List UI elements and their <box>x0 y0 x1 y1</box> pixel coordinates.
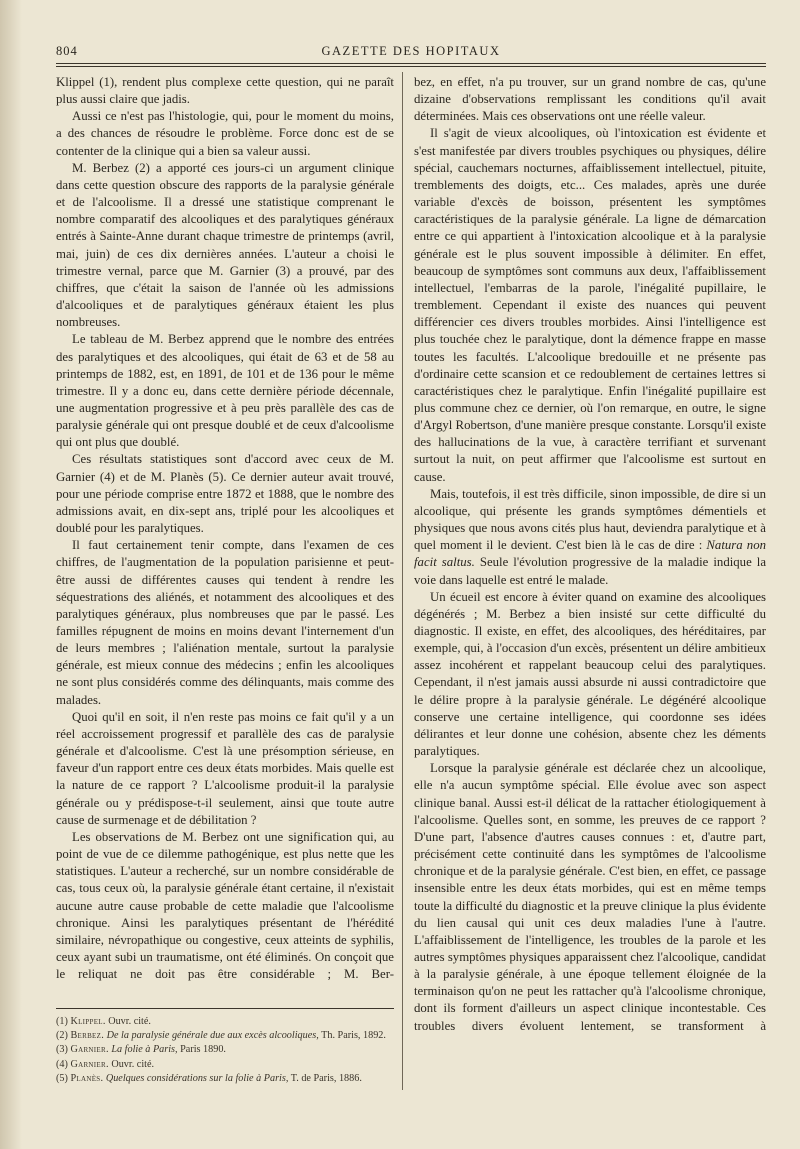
page-number: 804 <box>56 44 78 58</box>
footnote-number: (3) <box>56 1044 68 1056</box>
footnotes <box>56 1015 394 1086</box>
footnote-author: Planès. <box>70 1072 104 1084</box>
footnote-author: Garnier. <box>70 1044 109 1056</box>
footnote-detail: Th. Paris, 1892. <box>321 1030 386 1042</box>
footnote-title: La folie à Paris, <box>111 1044 178 1056</box>
right-column <box>414 74 766 1035</box>
paragraph: Le tableau de M. Berbez apprend que le nombre des entrées des paralytiques et des alcooliques, qui était de 63 et de 58 au printemps de 1882, est, en 1891, de 101 et de 136 pour le même trimestre. Il y a donc eu, dans cette dernière période décennale, une augmentation progressive et à peu près parallèle des cas de paralysie générale qui ont presque doublé et de ceux d'alcoolisme qui ont plus que doublé. <box>56 332 394 450</box>
latin-quote: Natura non facit saltus. <box>414 538 766 570</box>
footnote-number: (1) <box>56 1016 68 1027</box>
paragraph: Lorsque la paralysie générale est déclarée chez un alcoolique, elle n'a aucun symptôme spécial. Elle évolue avec son aspect clinique banal. Aussi est-il délicat de la rattacher étiologiquement à l'alcoolisme. Quelles sont, en somme, les preuves de ce rapport ? D'une part, l'absence d'autres causes connues : et, d'autre part, précisément cette continuité dans les symptômes de l'alcoolisme chronique et de la paralysie générale. C'est bien, en effet, ce passage insensible entre les deux états morbides, qui est en même temps toute la difficulté du diagnostic et la preuve clinique la plus évidente du lien causal qui unit ces deux maladies l'une à l'autre. L'affaiblissement de l'intelligence, les troubles de la parole et les autres symptômes physiques apparaissent chez l'alcoolique, candidat à la paralysie générale, à une époque tellement éloignée de la terminaison qu'on ne peut les rattacher qu'à l'alcoolisme chronique, dont ils forment d'ailleurs un aspect clinique incontestable. Ces troubles divers évoluent lentement, se transforment à <box>414 761 766 1033</box>
footnote-title: De la paralysie générale due aux excès alcooliques, <box>106 1030 319 1042</box>
paragraph: Aussi ce n'est pas l'histologie, qui, pour le moment du moins, a des chances de résoudre le problème. Force donc est de se contenter de la clinique qui a bien sa valeur aussi. <box>56 109 394 158</box>
header-rule-bottom <box>56 66 766 67</box>
paragraph: Ces résultats statistiques sont d'accord avec ceux de M. Garnier (4) et de M. Planès (5). Ce dernier auteur avait trouvé, pour une période comprise entre 1872 et 1888, que le nombre des admissions avait, en dix-sept ans, triplé pour les alcooliques et doublé pour les paralytiques. <box>56 452 394 536</box>
paragraph: Klippel (1), rendent plus complexe cette question, qui ne paraît plus aussi claire que jadis. <box>56 75 394 107</box>
paragraph: Un écueil est encore à éviter quand on examine des alcooliques dégénérés ; M. Berbez a bien insisté sur cette difficulté du diagnostic. Il existe, en effet, des alcooliques, des héréditaires, par exemple, qui, à l'occasion d'un excès, présentent un délire ambitieux assez incohérent et rappelant beaucoup celui des paralytiques. Cependant, il n'est jamais aussi absurde ni aussi contradictoire que le délire propre à la paralysie générale. Le dégénéré alcoolique conserve une certaine intelligence, qui coordonne ses idées délirantes et leur donne une cohésion, absente chez les déments paralytiques. <box>414 589 766 759</box>
paragraph: bez, en effet, n'a pu trouver, sur un grand nombre de cas, qu'une dizaine d'observations remplissant les conditions qu'il avait déterminées. Mais ces observations ont une réelle valeur. <box>414 75 766 124</box>
footnote <box>56 1029 394 1043</box>
footnote-author: Berbez. <box>70 1030 105 1042</box>
footnote-title: Quelques considérations sur la folie à Paris, <box>105 1072 289 1084</box>
footnote-author: Garnier. <box>70 1058 109 1070</box>
paragraph: Les observations de M. Berbez ont une signification qui, au point de vue de ce dilemme pathogénique, est plus nette que les statistiques. L'auteur a recherché, sur un nombre considérable de cas, tous ceux où, la paralysie générale étant certaine, il n'existait aucune autre cause probable de cette maladie que l'alcoolisme chronique. Ainsi les paralytiques présentant de l'hérédité similaire, névropathique ou congestive, ceux atteints de syphilis, ceux ayant subi un traumatisme, ont été éliminés. On conçoit que le reliquat ne doit pas être considérable ; M. Ber- <box>56 829 394 982</box>
footnote-separator <box>56 1008 394 1009</box>
footnote-detail: Paris 1890. <box>180 1044 226 1056</box>
column-divider <box>402 72 403 1090</box>
footnote-number: (2) <box>56 1030 68 1042</box>
running-title: GAZETTE DES HOPITAUX <box>321 44 501 58</box>
footnote-detail: T. de Paris, 1886. <box>290 1072 362 1084</box>
paragraph-text: Seule l'évolution progressive de la maladie indique la voie dans laquelle est entré le malade. <box>414 555 766 587</box>
footnote-number: (5) <box>56 1072 68 1084</box>
page-header <box>56 40 766 62</box>
footnote-detail: Ouvr. cité. <box>111 1058 155 1070</box>
paragraph: Il s'agit de vieux alcooliques, où l'intoxication est évidente et s'est manifestée par divers troubles psychiques ou physiques, délire spécial, cauchemars nocturnes, affaiblissement intellectuel, pituite, tremblements des doigts, etc... Ces malades, après une durée variable d'excès de boisson, présentent les symptômes caractéristiques de la paralysie générale. La ligne de démarcation entre ce qui appartient à l'intoxication alcoolique et à la paralysie générale est le plus souvent impossible à délimiter. En effet, beaucoup de symptômes sont communs aux deux, l'affaiblissement intellectuel, l'embarras de la parole, l'inégalité pupillaire, le tremblement. Cependant il existe des nuances qui peuvent différencier ces divers troubles morbides. Ainsi l'intelligence est plus touchée chez le paralytique, dont la démence frappe en masse toutes les facultés. L'alcoolique bredouille et ne présente pas d'ordinaire cette scansion et ce redoublement de certaines lettres si caractéristiques chez le paralytique. Enfin l'inégalité pupillaire est plus commune chez ce dernier, où l'on remarque, en outre, le signe d'Argyl Robertson, d'une manière presque constante. Lorsqu'il existe des hallucinations de la vue, à caractère terrifiant et survenant surtout la nuit, on peut affirmer que l'alcoolisme est surtout en cause. <box>414 126 766 484</box>
footnote-detail: Ouvr. cité. <box>108 1016 151 1027</box>
page-binding-shadow <box>0 0 22 1149</box>
left-column <box>56 74 394 983</box>
footnote <box>56 1072 394 1086</box>
paragraph: M. Berbez (2) a apporté ces jours-ci un argument clinique dans cette question obscure des rapports de la paralysie générale et de l'alcoolisme. Il a dressé une statistique comprenant le nombre comparatif des alcooliques et des paralytiques généraux entrés à Sainte-Anne durant chaque trimestre de printemps (avril, mai, juin) de ces dix dernières années. L'auteur a choisi le trimestre vernal, parce que M. Garnier (3) a prouvé, par des chiffres, que c'était la saison de l'année où les admissions d'alcooliques et de paralytiques généraux étaient les plus nombreuses. <box>56 160 394 330</box>
footnote-number: (4) <box>56 1058 68 1070</box>
footnote-author: Klippel. <box>70 1016 106 1027</box>
footnote <box>56 1043 394 1057</box>
paragraph-text: Mais, toutefois, il est très difficile, sinon impossible, de dire si un alcoolique, qui présente les grands symptômes démentiels et physiques que nous avons cités plus haut, deviendra paralytique et à quel moment il le devient. C'est bien là le cas de dire : <box>414 486 766 553</box>
footnote <box>56 1058 394 1072</box>
footnote <box>56 1015 394 1029</box>
paragraph <box>414 486 766 589</box>
paragraph: Quoi qu'il en soit, il n'en reste pas moins ce fait qu'il y a un réel accroissement progressif et parallèle des cas de paralysie générale et d'alcoolisme. C'est là une présomption sérieuse, en faveur d'un rapport entre ces deux états morbides. Mais quelle est la nature de ce rapport ? L'alcoolisme produit-il la paralysie générale ou y prédispose-t-il seulement, ainsi que toute autre cause de surmenage et de débilitation ? <box>56 709 394 827</box>
paragraph: Il faut certainement tenir compte, dans l'examen de ces chiffres, de l'augmentation de la population parisienne et peut-être aussi de différentes causes qui tendent à rendre les séquestrations des aliénés, et notamment des alcooliques et des paralytiques généraux, plus nombreuses que par le passé. Les familles répugnent de moins en moins devant l'internement d'un de leurs membres ; l'aliénation mentale, surtout la paralysie générale, est mieux connue des médecins ; enfin les alcooliques ne sont plus considérés comme des délinquants, mais comme des malades. <box>56 538 394 707</box>
header-rule-top <box>56 63 766 64</box>
